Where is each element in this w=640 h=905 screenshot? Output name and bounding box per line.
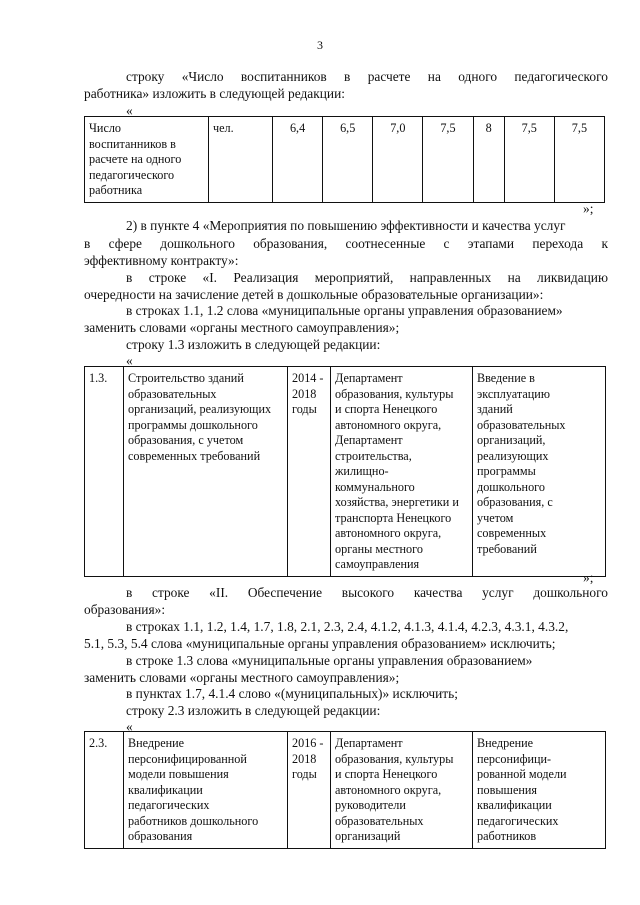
unit-cell: чел. bbox=[209, 117, 273, 203]
paragraph-9: в пунктах 1.7, 4.1.4 слово «(муниципальных)» исключить; bbox=[126, 686, 458, 701]
open-quote: « bbox=[126, 103, 133, 118]
result-cell: Внедрение персонифици- рованной модели повышения квалификации педагогических работников bbox=[473, 732, 606, 849]
years-cell: 2014 - 2018 годы bbox=[288, 367, 331, 577]
open-quote: « bbox=[126, 353, 133, 368]
page-number: 3 bbox=[317, 38, 323, 52]
value-cell: 7,5 bbox=[554, 117, 604, 203]
measure-name-cell: Внедрение персонифицированной модели повышения квалификации педагогических работников дошкольного образования bbox=[124, 732, 288, 849]
paragraph-3-line-2: очередности на зачисление детей в дошкольные образовательные организации»: bbox=[84, 287, 544, 302]
paragraph-5: строку 1.3 изложить в следующей редакции: bbox=[126, 337, 381, 352]
responsible-cell: Департамент образования, культуры и спорта Ненецкого автономного округа, руководители образовательных организаций bbox=[331, 732, 473, 849]
measures-table-row-1-3 bbox=[84, 366, 606, 577]
row-number-cell: 2.3. bbox=[85, 732, 124, 849]
paragraph-2-line-3: эффективному контракту»: bbox=[84, 253, 239, 268]
paragraph-1-line-2: работника» изложить в следующей редакции: bbox=[84, 86, 345, 101]
value-cell: 7,0 bbox=[373, 117, 423, 203]
row-number-cell: 1.3. bbox=[85, 367, 124, 577]
paragraph-4-line-2: заменить словами «органы местного самоуправления»; bbox=[84, 320, 400, 335]
paragraph-2-line-1: 2) в пункте 4 «Мероприятия по повышению эффективности и качества услуг bbox=[126, 218, 566, 233]
paragraph-6-line-1: в строке «II. Обеспечение высокого качества услуг дошкольного bbox=[126, 585, 608, 600]
paragraph-7-line-2: 5.1, 5.3, 5.4 слова «муниципальные органы управления образованием» исключить; bbox=[84, 636, 556, 651]
paragraph-1-line-1: строку «Число воспитанников в расчете на одного педагогического bbox=[126, 69, 608, 84]
table-row bbox=[85, 367, 606, 577]
close-quote: »; bbox=[583, 201, 594, 216]
open-quote: « bbox=[126, 719, 133, 734]
table-row bbox=[85, 117, 605, 203]
measure-name-cell: Строительство зданий образовательных организаций, реализующих программы дошкольного образования, с учетом современных требований bbox=[124, 367, 288, 577]
paragraph-10: строку 2.3 изложить в следующей редакции: bbox=[126, 703, 381, 718]
paragraph-4-line-1: в строках 1.1, 1.2 слова «муниципальные органы управления образованием» bbox=[126, 303, 563, 318]
paragraph-6-line-2: образования»: bbox=[84, 602, 166, 617]
value-cell: 8 bbox=[473, 117, 504, 203]
result-cell: Введение в эксплуатацию зданий образовательных организаций, реализующих программы дошкольного образования, с учетом современных требований bbox=[473, 367, 606, 577]
value-cell: 6,5 bbox=[323, 117, 373, 203]
value-cell: 6,4 bbox=[273, 117, 323, 203]
table-row bbox=[85, 732, 606, 849]
paragraph-2-line-2: в сфере дошкольного образования, соотнесенные с этапами перехода к bbox=[84, 236, 608, 251]
paragraph-8-line-2: заменить словами «органы местного самоуправления»; bbox=[84, 670, 400, 685]
paragraph-8-line-1: в строке 1.3 слова «муниципальные органы управления образованием» bbox=[126, 653, 533, 668]
paragraph-3-line-1: в строке «I. Реализация мероприятий, направленных на ликвидацию bbox=[126, 270, 608, 285]
close-quote: »; bbox=[583, 570, 594, 585]
measures-table-row-2-3 bbox=[84, 731, 606, 849]
years-cell: 2016 - 2018 годы bbox=[288, 732, 331, 849]
indicator-name-cell: Число воспитанников в расчете на одного педагогического работника bbox=[85, 117, 209, 203]
paragraph-7-line-1: в строках 1.1, 1.2, 1.4, 1.7, 1.8, 2.1, 2.3, 2.4, 4.1.2, 4.1.3, 4.1.4, 4.2.3, 4.3.1, 4.3.2, bbox=[126, 619, 569, 634]
value-cell: 7,5 bbox=[504, 117, 554, 203]
indicator-table bbox=[84, 116, 605, 203]
responsible-cell: Департамент образования, культуры и спорта Ненецкого автономного округа, Департамент строительства, жилищно- коммунального хозяйства, энергетики и транспорта Ненецкого автономного округа, органы местного самоуправления bbox=[331, 367, 473, 577]
value-cell: 7,5 bbox=[423, 117, 473, 203]
